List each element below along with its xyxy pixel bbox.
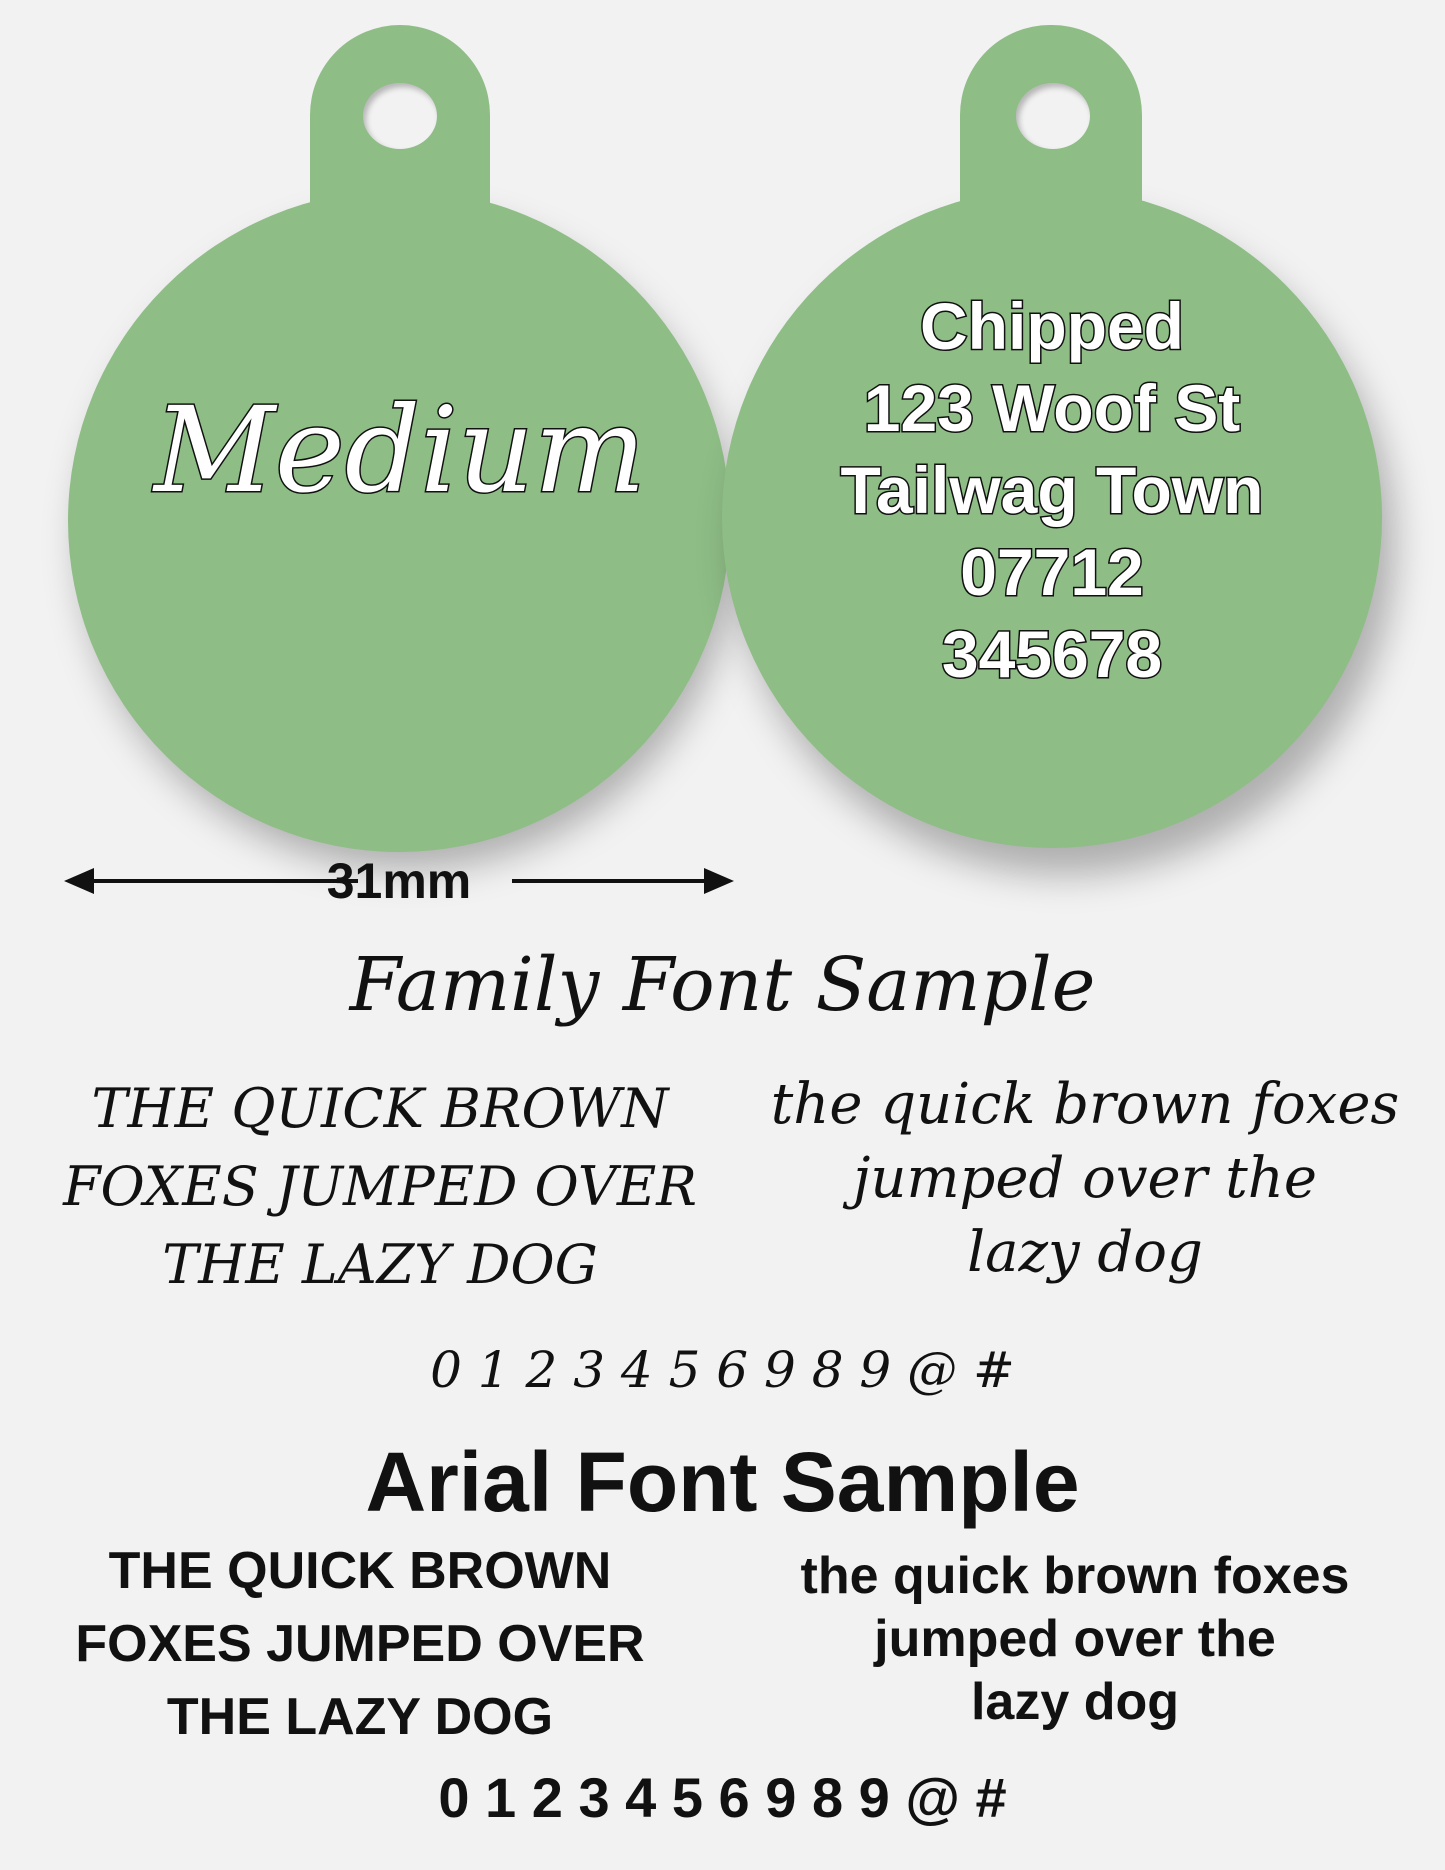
arial-lower-line: lazy dog bbox=[970, 1673, 1180, 1731]
front-tag-hole bbox=[363, 83, 437, 149]
back-tag-line: 07712 bbox=[960, 535, 1144, 609]
arial-upper-sample bbox=[20, 1535, 700, 1754]
back-tag-line: Tailwag Town bbox=[840, 453, 1264, 527]
arial-upper-line: THE LAZY DOG bbox=[166, 1688, 554, 1746]
back-tag-line: Chipped bbox=[920, 289, 1184, 363]
arial-digits-sample: 0 1 2 3 4 5 6 9 8 9 @ # bbox=[438, 1766, 1007, 1829]
family-lower-line: the quick brown foxes bbox=[770, 1072, 1400, 1137]
family-font-title: Family Font Sample bbox=[349, 942, 1096, 1028]
arial-lower-sample bbox=[735, 1545, 1415, 1734]
back-tag-line: 345678 bbox=[941, 617, 1163, 691]
front-tag-engraving: Medium bbox=[154, 381, 646, 519]
family-upper-line: THE QUICK BROWN bbox=[91, 1077, 669, 1140]
family-upper-line: THE LAZY DOG bbox=[162, 1233, 598, 1296]
arial-lower-line: the quick brown foxes bbox=[800, 1547, 1350, 1605]
arial-upper-line: THE QUICK BROWN bbox=[108, 1542, 612, 1600]
front-tag-disc bbox=[68, 190, 730, 852]
arial-upper-line: FOXES JUMPED OVER bbox=[75, 1615, 645, 1673]
family-upper-sample bbox=[30, 1070, 730, 1304]
measure-label: 31mm bbox=[326, 853, 472, 909]
family-digits-sample: 0 1 2 3 4 5 6 9 8 9 @ # bbox=[430, 1341, 1015, 1399]
arial-font-title: Arial Font Sample bbox=[365, 1435, 1080, 1529]
back-tag-engraving bbox=[752, 285, 1352, 695]
diameter-measure bbox=[64, 855, 734, 907]
back-tag-line: 123 Woof St bbox=[863, 371, 1241, 445]
back-tag-hole bbox=[1016, 83, 1090, 149]
family-lower-line: lazy dog bbox=[967, 1220, 1203, 1285]
family-lower-sample bbox=[755, 1068, 1415, 1290]
family-upper-line: FOXES JUMPED OVER bbox=[63, 1155, 697, 1218]
arial-lower-line: jumped over the bbox=[874, 1610, 1276, 1668]
family-lower-line: jumped over the bbox=[853, 1146, 1317, 1211]
